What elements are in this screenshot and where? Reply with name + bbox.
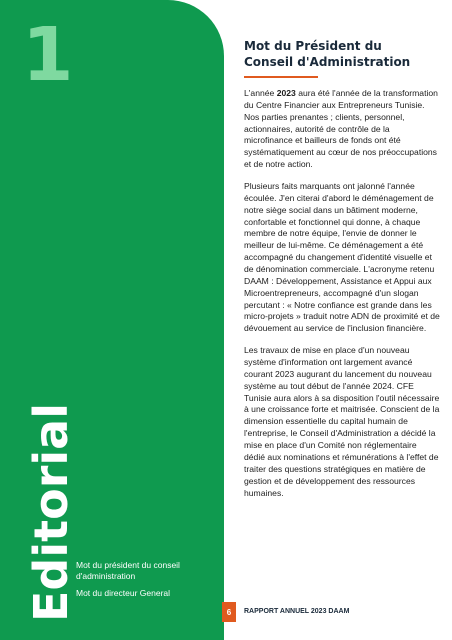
paragraph-1 — [244, 88, 440, 171]
p1-lead: L'année — [244, 88, 277, 98]
article-title: Mot du Président du Conseil d'Administration — [244, 39, 411, 70]
p1-rest: aura été l'année de la transformation du Centre Financier aux Entrepreneurs Tunisie. Nos parties prenantes ; clients, personnel, actionnaires, autorité de contrôle de la microfinance et bailleurs de fonds ont été systématiquement au cœur de nos préoccupations et de notre action. — [244, 88, 438, 170]
article-body — [244, 88, 440, 509]
p1-year: 2023 — [276, 88, 296, 98]
paragraph-2: Plusieurs faits marquants ont jalonné l'année écoulée. J'en citerai d'abord le déménagement de notre siège social dans un bâtiment moderne, confortable et fonctionnel qui donne, à chaque membre de notre équipe, l'envie de donner le meilleur de lui-même. Ce déménagement a été accompagné du changement d'identité visuelle et de dénomination commerciale. L'acronyme retenu DAAM : Développement, Assistance et Appui aux Microentrepreneurs, accompagné d'un slogan percutant : « Notre confiance est grande dans les micro-projets » traduit notre ADN de proximité et de dévouement au service de l'inclusion financière. — [244, 181, 440, 334]
paragraph-3: Les travaux de mise en place d'un nouveau système d'information ont largement avancé courant 2023 augurant du lancement du nouveau système au tout début de l'année 2024. CFE Tunisie aura alors à sa disposition l'outil nécessaire à une croissance forte et maitrisée. Conscient de la dimension essentielle du capital humain de l'entreprise, le Conseil d'Administration a décidé la mise en place d'un Comité non réglementaire dédié aux nominations et rémunérations à l'effet de traiter des questions stratégiques en matière de gestion et de développement des ressources humaines. — [244, 345, 440, 498]
section-title-vertical: Editorial — [24, 403, 78, 622]
toc-item-directeur[interactable]: Mot du directeur General — [76, 588, 171, 598]
title-underline — [244, 76, 318, 78]
chapter-number: 1 — [22, 12, 74, 98]
report-footer-label: RAPPORT ANNUEL 2023 DAAM — [244, 608, 350, 615]
toc-item-president[interactable]: Mot du président du conseil d'administration — [76, 560, 180, 582]
page-number-badge: 6 — [222, 602, 236, 622]
